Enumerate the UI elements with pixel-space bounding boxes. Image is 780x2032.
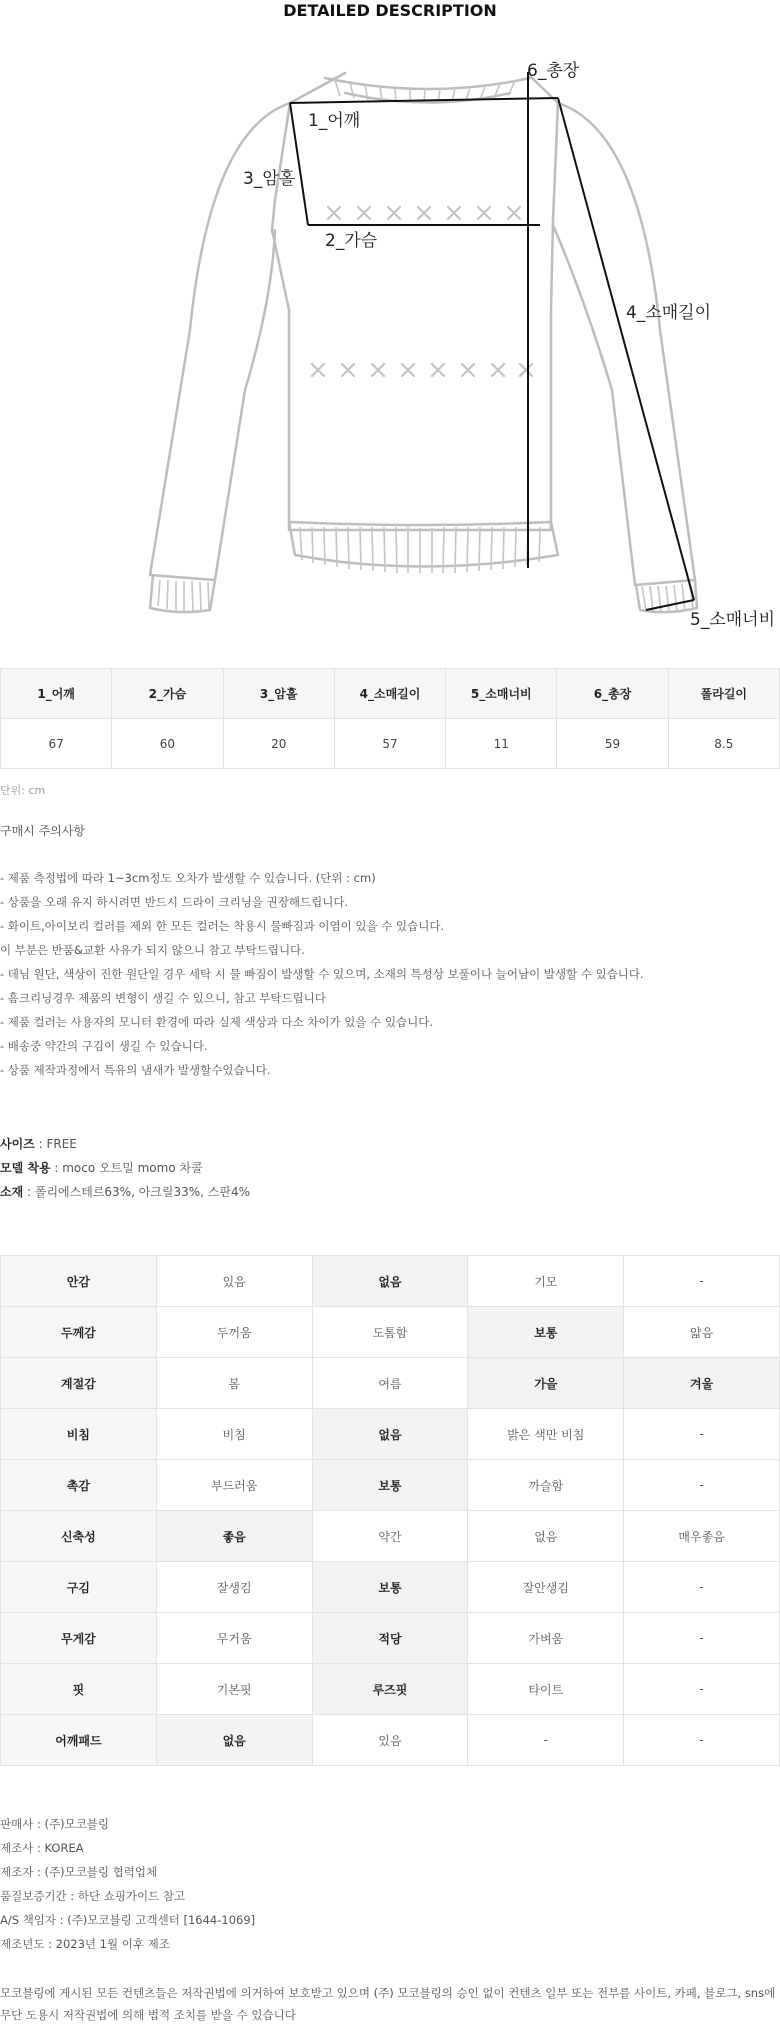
feel-option-selected: 겨울 xyxy=(624,1358,780,1409)
feel-option-cell: 얇음 xyxy=(624,1307,780,1358)
armhole-line xyxy=(290,103,308,225)
feel-option-selected: 루즈핏 xyxy=(312,1664,468,1715)
copyright-notice: 모코블링에 게시된 모든 컨텐츠들은 저작권법에 의거하여 보호받고 있으며 (주) 모코블링의 승인 없이 컨텐츠 일부 또는 전부를 사이트, 카페, 블로그, sns에 무단 도용시 저작권법에 의해 법적 조치를 받을 수 있습니다 xyxy=(0,1986,776,2022)
feel-option-selected: 없음 xyxy=(312,1409,468,1460)
size-table xyxy=(0,668,780,769)
size-table-value-row xyxy=(1,719,780,769)
feel-row xyxy=(1,1715,780,1766)
unit-note: 단위: cm xyxy=(0,784,46,797)
spec-material-label: 소재 xyxy=(0,1185,24,1199)
feel-option-cell: 매우좋음 xyxy=(624,1511,780,1562)
feel-option-cell: 도톰함 xyxy=(312,1307,468,1358)
feel-category-cell: 무게감 xyxy=(1,1613,157,1664)
feel-option-cell: - xyxy=(624,1613,780,1664)
feel-row xyxy=(1,1409,780,1460)
info-item: 품질보증기간 : 하단 쇼핑가이드 참고 xyxy=(0,1889,186,1903)
sleeve-length-line xyxy=(558,98,694,600)
feel-row xyxy=(1,1256,780,1307)
feel-category-cell: 안감 xyxy=(1,1256,157,1307)
feel-option-cell: 무거움 xyxy=(156,1613,312,1664)
notice-item: - 데님 원단, 색상이 진한 원단일 경우 세탁 시 물 빠짐이 발생할 수 있으며, 소재의 특성상 보풀이나 늘어남이 발생할 수 있습니다. xyxy=(0,967,644,981)
size-header-cell: 6_총장 xyxy=(557,669,668,719)
size-header-cell: 5_소매너비 xyxy=(446,669,557,719)
notice-list xyxy=(0,866,780,1082)
feel-option-cell: 까슬함 xyxy=(468,1460,624,1511)
spec-material xyxy=(0,1180,250,1204)
feel-option-cell: 없음 xyxy=(468,1511,624,1562)
sweater-outline xyxy=(150,73,697,612)
feel-option-cell: 여름 xyxy=(312,1358,468,1409)
size-header-cell: 2_가슴 xyxy=(112,669,223,719)
feel-row xyxy=(1,1664,780,1715)
size-header-cell: 4_소매길이 xyxy=(334,669,445,719)
spec-model-label: 모델 착용 xyxy=(0,1161,51,1175)
label-shoulder: 1_어깨 xyxy=(308,111,361,131)
spec-size-label: 사이즈 xyxy=(0,1137,35,1151)
feel-option-selected: 없음 xyxy=(156,1715,312,1766)
label-total-length: 6_총장 xyxy=(527,61,580,81)
size-value-cell: 67 xyxy=(1,719,112,769)
feel-category-cell: 촉감 xyxy=(1,1460,157,1511)
feel-category-cell: 신축성 xyxy=(1,1511,157,1562)
notice-item: - 제품 측정법에 따라 1~3cm정도 오차가 발생할 수 있습니다. (단위 : cm) xyxy=(0,871,376,885)
spec-model xyxy=(0,1156,203,1180)
notice-item: - 배송중 약간의 구김이 생길 수 있습니다. xyxy=(0,1039,208,1053)
label-sleeve-length: 4_소매길이 xyxy=(626,303,712,323)
feel-option-cell: - xyxy=(468,1715,624,1766)
feel-row xyxy=(1,1307,780,1358)
feel-option-cell: 가벼움 xyxy=(468,1613,624,1664)
notice-item: - 상품을 오래 유지 하시려면 반드시 드라이 크리닝을 권장해드립니다. xyxy=(0,895,349,909)
label-sleeve-width: 5_소매너비 xyxy=(690,610,776,630)
size-value-cell: 59 xyxy=(557,719,668,769)
size-header-cell: 3_암홀 xyxy=(223,669,334,719)
feel-option-cell: 비침 xyxy=(156,1409,312,1460)
feel-option-cell: 타이트 xyxy=(468,1664,624,1715)
size-header-cell: 폴라길이 xyxy=(668,669,779,719)
spec-material-value: : 폴리에스테르63%, 아크릴33%, 스판4% xyxy=(23,1185,251,1199)
info-item: 제조년도 : 2023년 1월 이후 제조 xyxy=(0,1937,170,1951)
feel-option-cell: 기모 xyxy=(468,1256,624,1307)
sleeve-width-line xyxy=(646,600,694,610)
feel-option-selected: 보통 xyxy=(312,1460,468,1511)
label-armhole: 3_암홀 xyxy=(243,169,296,189)
notice-item: - 상품 제작과정에서 특유의 냄새가 발생할수있습니다. xyxy=(0,1063,271,1077)
info-item: 판매사 : (주)모코블링 xyxy=(0,1817,110,1831)
feel-option-selected: 보통 xyxy=(312,1562,468,1613)
size-value-cell: 60 xyxy=(112,719,223,769)
feel-option-selected: 보통 xyxy=(468,1307,624,1358)
spec-model-value: : moco 오트밀 momo 차콜 xyxy=(50,1161,203,1175)
feel-row xyxy=(1,1358,780,1409)
notice-title: 구매시 주의사항 xyxy=(0,824,85,838)
feel-option-selected: 없음 xyxy=(312,1256,468,1307)
feel-row xyxy=(1,1562,780,1613)
size-header-cell: 1_어깨 xyxy=(1,669,112,719)
spec-size-value: : FREE xyxy=(34,1137,77,1151)
product-info-list xyxy=(0,1812,255,1956)
notice-item: - 흠크리닝경우 제품의 변형이 생길 수 있으니, 참고 부탁드립니다 xyxy=(0,991,326,1005)
sweater-measurement-diagram xyxy=(0,30,780,630)
feel-option-cell: 약간 xyxy=(312,1511,468,1562)
feel-option-cell: 있음 xyxy=(156,1256,312,1307)
info-item: 제조자 : (주)모코블링 협력업체 xyxy=(0,1865,158,1879)
feel-option-cell: - xyxy=(624,1460,780,1511)
feel-option-cell: - xyxy=(624,1562,780,1613)
label-chest: 2_가슴 xyxy=(325,231,378,251)
page-title: DETAILED DESCRIPTION xyxy=(283,1,497,20)
info-item: A/S 책임자 : (주)모코블링 고객센터 [1644-1069] xyxy=(0,1913,256,1927)
feel-option-cell: - xyxy=(624,1409,780,1460)
feel-option-cell: 잘안생김 xyxy=(468,1562,624,1613)
size-value-cell: 11 xyxy=(446,719,557,769)
feel-category-cell: 비침 xyxy=(1,1409,157,1460)
feel-option-cell: 봄 xyxy=(156,1358,312,1409)
feel-option-cell: - xyxy=(624,1256,780,1307)
feel-option-selected: 좋음 xyxy=(156,1511,312,1562)
feel-category-cell: 핏 xyxy=(1,1664,157,1715)
feel-option-cell: - xyxy=(624,1715,780,1766)
size-value-cell: 8.5 xyxy=(668,719,779,769)
feel-row xyxy=(1,1460,780,1511)
spec-size xyxy=(0,1132,77,1156)
size-table-header-row xyxy=(1,669,780,719)
notice-item: 이 부분은 반품&교환 사유가 되지 않으니 참고 부탁드립니다. xyxy=(0,943,305,957)
feel-row xyxy=(1,1511,780,1562)
feel-option-cell: 있음 xyxy=(312,1715,468,1766)
notice-item: - 제품 컬러는 사용자의 모니터 환경에 따라 실제 색상과 다소 차이가 있을 수 있습니다. xyxy=(0,1015,434,1029)
feel-option-cell: 밝은 색만 비침 xyxy=(468,1409,624,1460)
feel-category-cell: 어깨패드 xyxy=(1,1715,157,1766)
feel-row xyxy=(1,1613,780,1664)
size-value-cell: 20 xyxy=(223,719,334,769)
feel-option-cell: 부드러움 xyxy=(156,1460,312,1511)
feel-option-selected: 가을 xyxy=(468,1358,624,1409)
feel-option-cell: 기본핏 xyxy=(156,1664,312,1715)
feel-category-cell: 구김 xyxy=(1,1562,157,1613)
feel-option-cell: - xyxy=(624,1664,780,1715)
feel-option-selected: 적당 xyxy=(312,1613,468,1664)
feel-category-cell: 두께감 xyxy=(1,1307,157,1358)
feel-category-cell: 계절감 xyxy=(1,1358,157,1409)
info-item: 제조사 : KOREA xyxy=(0,1841,84,1855)
ribbing-lines xyxy=(158,80,693,612)
feel-option-cell: 잘생김 xyxy=(156,1562,312,1613)
size-value-cell: 57 xyxy=(334,719,445,769)
feel-option-cell: 두꺼움 xyxy=(156,1307,312,1358)
notice-item: - 화이트,아이보리 컬러를 제외 한 모든 컬러는 착용시 물빠짐과 이염이 있을 수 있습니다. xyxy=(0,919,445,933)
fabric-feel-table xyxy=(0,1255,780,1766)
